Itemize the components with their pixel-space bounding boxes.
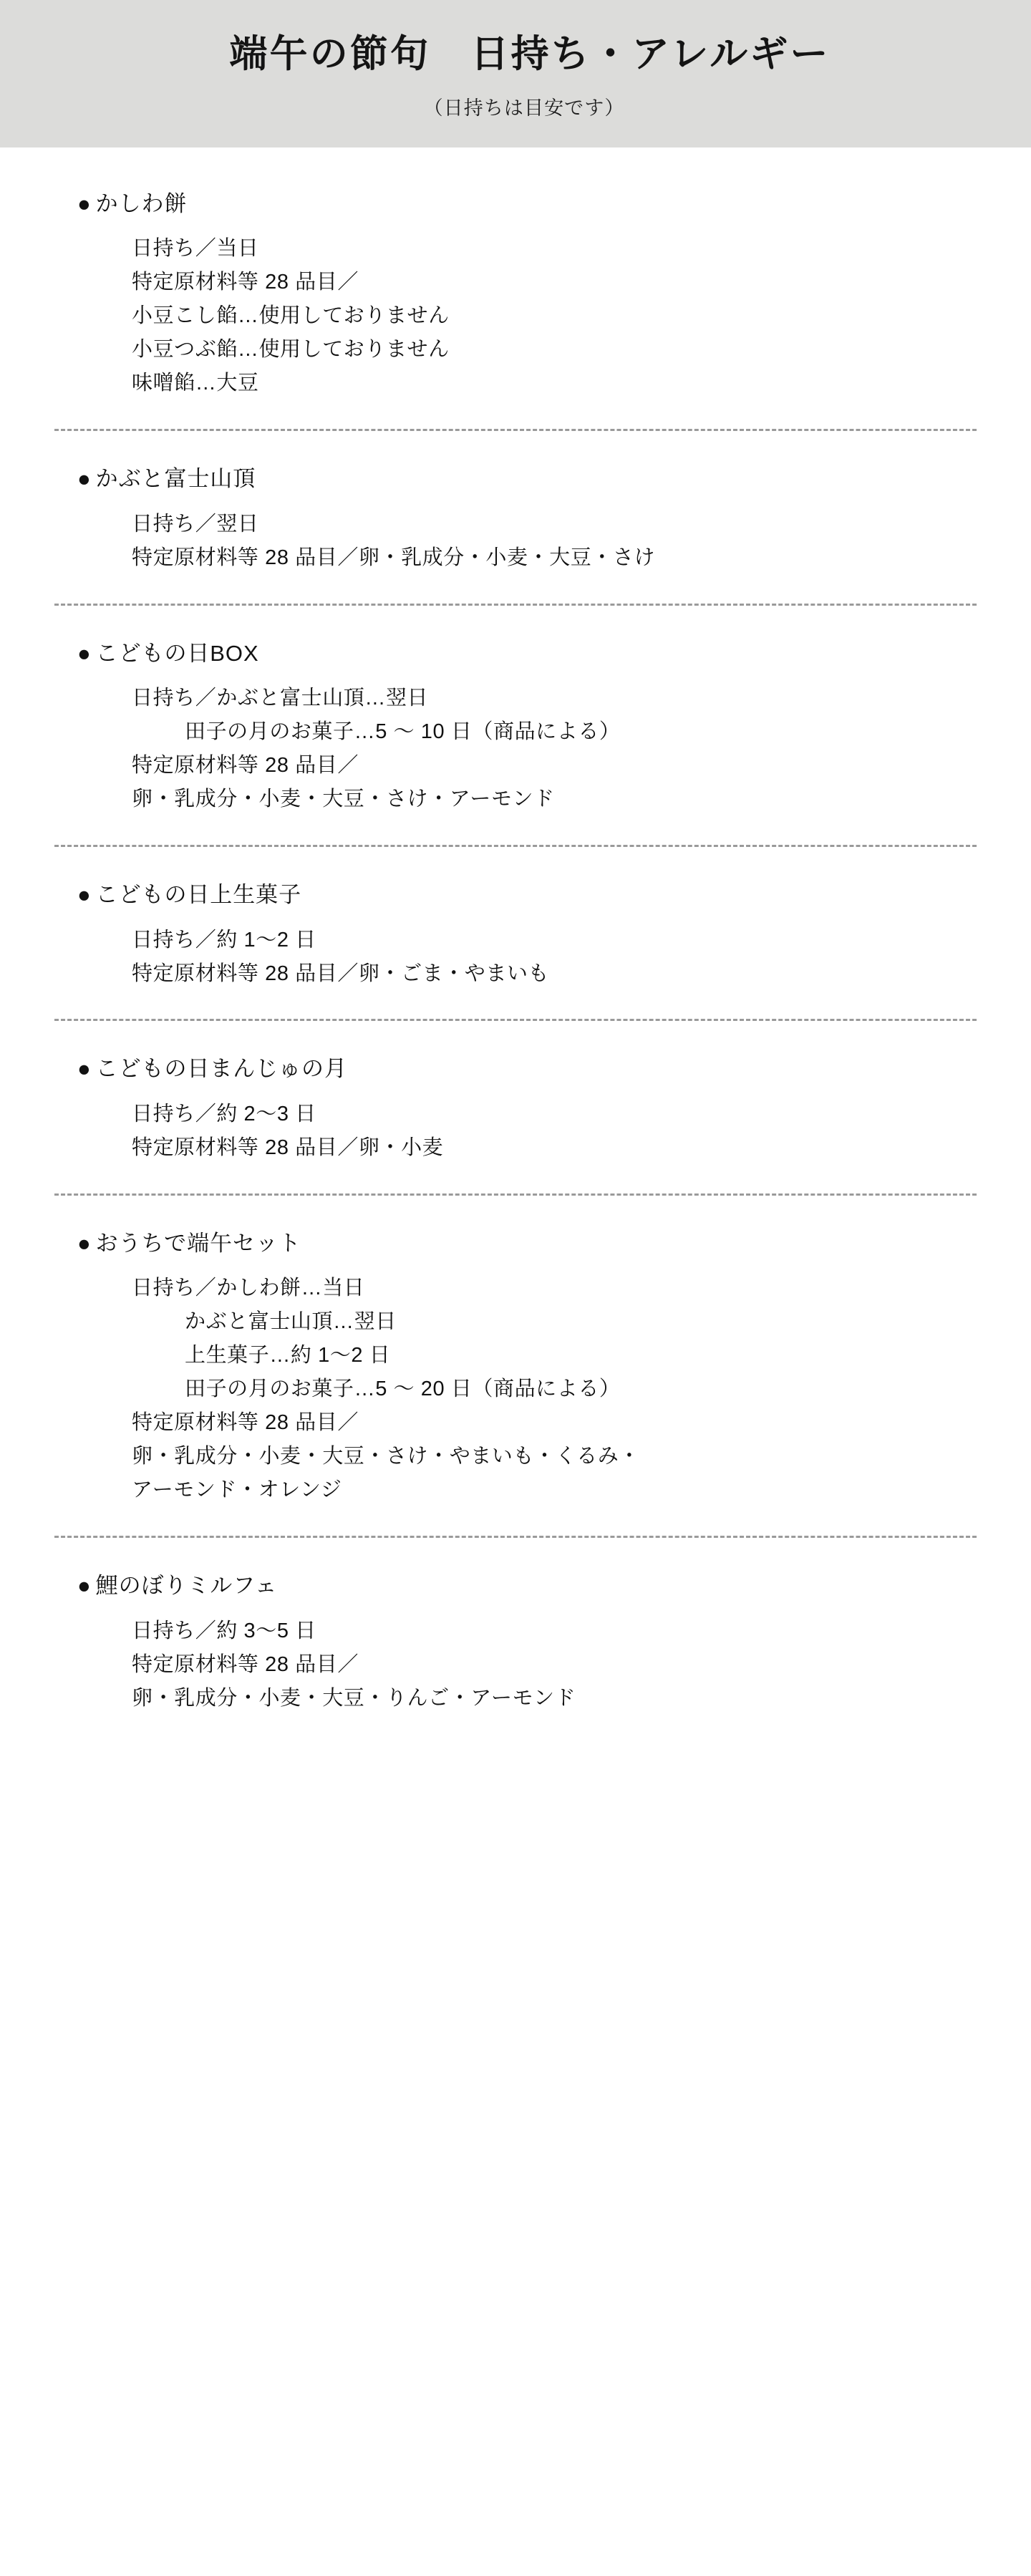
product-detail-line: 日持ち／翌日 xyxy=(132,512,259,536)
product-name-text: おうちで端午セット xyxy=(95,1230,301,1256)
product-entry xyxy=(54,1196,977,1536)
product-name-text: こどもの日BOX xyxy=(95,640,259,666)
product-name xyxy=(54,1569,977,1603)
product-detail-line: 特定原材料等 28 品目／卵・ごま・やまいも xyxy=(132,962,550,985)
product-name-text: こどもの日上生菓子 xyxy=(95,882,302,908)
bullet-icon: ● xyxy=(77,1573,92,1599)
product-detail-line: 卵・乳成分・小麦・大豆・りんご・アーモンド xyxy=(132,1686,576,1710)
product-detail-line: 卵・乳成分・小麦・大豆・さけ・アーモンド xyxy=(132,788,555,811)
product-name xyxy=(54,637,977,671)
product-detail-line: 卵・乳成分・小麦・大豆・さけ・やまいも・くるみ・ xyxy=(132,1445,640,1468)
bullet-icon: ● xyxy=(77,1230,92,1256)
product-detail-line: 特定原材料等 28 品目／ xyxy=(132,1411,359,1435)
product-detail-line: 日持ち／当日 xyxy=(132,237,259,261)
page-subtitle: （日持ちは目安です） xyxy=(423,97,625,119)
product-entry xyxy=(54,1538,977,1743)
product-name xyxy=(54,188,977,221)
product-entry xyxy=(54,147,977,429)
product-detail-line: 日持ち／約 2〜3 日 xyxy=(132,1102,316,1125)
product-detail-line: 日持ち／かぶと富士山頂…翌日 xyxy=(132,687,429,710)
product-detail-line: 上生菓子…約 1〜2 日 xyxy=(185,1344,391,1367)
bullet-icon: ● xyxy=(77,190,92,216)
bullet-icon: ● xyxy=(77,882,92,908)
product-detail-line: 日持ち／約 3〜5 日 xyxy=(132,1619,316,1642)
product-detail-line: 田子の月のお菓子…5 〜 20 日（商品による） xyxy=(185,1377,621,1401)
product-detail-line: 特定原材料等 28 品目／ xyxy=(132,754,359,778)
product-entry xyxy=(54,431,977,603)
bullet-icon: ● xyxy=(77,466,92,492)
product-entry xyxy=(54,847,977,1019)
page-title: 端午の節句 日持ち・アレルギー xyxy=(229,33,831,75)
product-detail-line: 特定原材料等 28 品目／卵・小麦 xyxy=(132,1136,444,1159)
bullet-icon: ● xyxy=(77,640,92,666)
product-entry xyxy=(54,1021,977,1193)
page-header xyxy=(0,0,1031,147)
product-name xyxy=(54,463,977,496)
product-name xyxy=(54,1052,977,1086)
product-entry xyxy=(54,606,977,845)
product-detail-line: 日持ち／かしわ餅…当日 xyxy=(132,1277,365,1300)
product-detail-line: 小豆こし餡…使用しておりません xyxy=(132,304,450,328)
product-detail-line: アーモンド・オレンジ xyxy=(132,1478,342,1502)
product-name-text: かしわ餅 xyxy=(95,190,188,216)
product-name xyxy=(54,1227,977,1261)
product-detail-line: 特定原材料等 28 品目／ xyxy=(132,1652,359,1676)
product-detail-line: 特定原材料等 28 品目／卵・乳成分・小麦・大豆・さけ xyxy=(132,546,656,569)
bullet-icon: ● xyxy=(77,1056,92,1082)
product-name xyxy=(54,878,977,912)
product-detail-line: 日持ち／約 1〜2 日 xyxy=(132,928,316,952)
product-detail-line: かぶと富士山頂…翌日 xyxy=(185,1310,397,1334)
product-detail-line: 田子の月のお菓子…5 〜 10 日（商品による） xyxy=(185,720,621,744)
product-name-text: こどもの日まんじゅの月 xyxy=(95,1056,347,1082)
product-name-text: 鯉のぼりミルフェ xyxy=(95,1573,278,1599)
product-detail-line: 味噌餡…大豆 xyxy=(132,372,259,395)
product-detail-line: 小豆つぶ餡…使用しておりません xyxy=(132,338,450,362)
product-name-text: かぶと富士山頂 xyxy=(95,466,256,492)
entry-list xyxy=(0,147,1031,1830)
product-detail-line: 特定原材料等 28 品目／ xyxy=(132,271,359,294)
